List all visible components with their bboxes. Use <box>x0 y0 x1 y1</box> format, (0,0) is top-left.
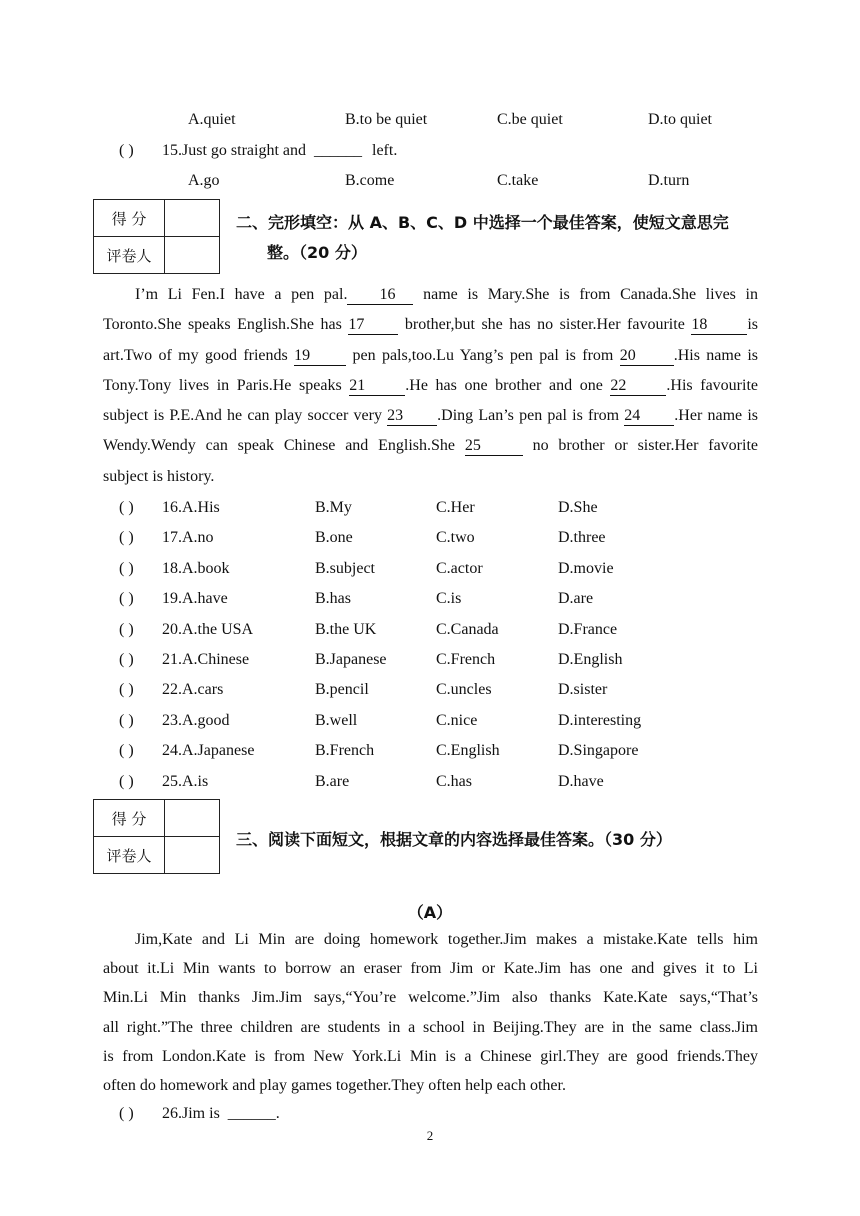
q15-stem-a: 15.Just go straight and <box>162 142 306 159</box>
score-label: 得 分 <box>94 800 165 837</box>
question-option-a: 23.A.good <box>162 711 230 729</box>
q26-stem-text: 26.Jim is <box>162 1105 220 1122</box>
question-option-d: D.English <box>558 651 623 668</box>
blank-21[interactable]: 21 <box>349 377 405 396</box>
q14-option-a: A.quiet <box>188 111 236 128</box>
question-option-c: C.Her <box>436 499 475 516</box>
section2-title-line1: 二、完形填空：从 A、B、C、D 中选择一个最佳答案，使短文意思完 <box>236 213 729 232</box>
question-answer-paren[interactable]: ( ) <box>119 529 134 547</box>
question-option-d: D.interesting <box>558 711 642 729</box>
question-option-c: C.is <box>436 590 462 608</box>
q15-option-a: A.go <box>188 172 220 189</box>
question-answer-paren[interactable]: ( ) <box>119 711 134 729</box>
reading-line: Min.Li Min thanks Jim.Jim says,“You’re welcome.”Jim also thanks Kate.Kate says,“That’s <box>103 989 758 1007</box>
blank-20[interactable]: 20 <box>620 347 674 366</box>
passage-line: Wendy.Wendy can speak Chinese and English.She 25 no brother or sister.Her favorite <box>103 437 758 455</box>
question-option-c: C.English <box>436 742 500 760</box>
passage-line: subject is history. <box>103 467 215 485</box>
question-option-a: 24.A.Japanese <box>162 742 255 760</box>
question-option-b: B.pencil <box>315 681 369 699</box>
passage-line: Tony.Tony lives in Paris.He speaks 21 .He has one brother and one 22 .His favourite <box>103 376 758 394</box>
question-option-a: 19.A.have <box>162 590 228 608</box>
q15-option-b: B.come <box>345 172 395 189</box>
passage-line: subject is P.E.And he can play soccer very 23 .Ding Lan’s pen pal is from 24 .Her name is <box>103 407 758 425</box>
question-option-b: B.Japanese <box>315 651 387 668</box>
question-option-b: B.My <box>315 499 352 516</box>
section3-title: 三、阅读下面短文，根据文章的内容选择最佳答案。（30 分） <box>236 830 672 849</box>
question-option-d: D.France <box>558 620 618 638</box>
blank-19[interactable]: 19 <box>294 347 346 366</box>
question-option-c: C.Canada <box>436 620 499 638</box>
question-option-d: D.Singapore <box>558 742 639 760</box>
question-option-b: B.well <box>315 711 358 729</box>
blank-25[interactable]: 25 <box>465 437 523 456</box>
question-option-b: B.the UK <box>315 620 377 638</box>
question-option-b: B.subject <box>315 559 375 577</box>
cloze-passage <box>103 280 758 492</box>
question-option-b: B.French <box>315 742 375 760</box>
q26-period: . <box>275 1105 280 1122</box>
question-answer-paren[interactable]: ( ) <box>119 499 134 516</box>
question-option-d: D.sister <box>558 681 608 699</box>
reading-line: is from London.Kate is from New York.Li Min is a Chinese girl.They are good friends.They <box>103 1047 758 1065</box>
question-answer-paren[interactable]: ( ) <box>119 742 134 760</box>
question-option-b: B.are <box>315 772 350 790</box>
grader-cell[interactable] <box>165 237 220 274</box>
q15-option-c: C.take <box>497 172 539 189</box>
question-option-a: 21.A.Chinese <box>162 651 250 668</box>
question-answer-paren[interactable]: ( ) <box>119 559 134 577</box>
question-option-b: B.one <box>315 529 353 547</box>
passage-line: Toronto.She speaks English.She has 17 brother,but she has no sister.Her favourite 18 is <box>103 316 758 334</box>
blank-16[interactable]: 16 <box>347 286 413 305</box>
q14-option-b: B.to be quiet <box>345 111 428 128</box>
question-option-c: C.has <box>436 772 472 790</box>
blank-23[interactable]: 23 <box>387 407 437 426</box>
question-option-a: 17.A.no <box>162 529 214 547</box>
q15-stem-b: left. <box>372 142 398 159</box>
reading-line: all right.”The three children are students in a school in Beijing.They are in the same class.Jim <box>103 1018 758 1036</box>
passage-line: I’m Li Fen.I have a pen pal. 16 name is Mary.She is from Canada.She lives in <box>135 286 758 303</box>
question-option-a: 25.A.is <box>162 772 209 790</box>
question-option-d: D.She <box>558 499 598 516</box>
section2-title-line2: 整。（20 分） <box>267 243 367 262</box>
question-option-d: D.movie <box>558 559 614 577</box>
grader-cell[interactable] <box>165 837 220 874</box>
reading-passage-a <box>103 925 758 1100</box>
question-option-a: 22.A.cars <box>162 681 224 699</box>
question-option-d: D.three <box>558 529 606 547</box>
q15-stem <box>162 141 397 161</box>
question-option-c: C.actor <box>436 559 483 577</box>
question-option-a: 18.A.book <box>162 559 230 577</box>
question-option-d: D.have <box>558 772 604 790</box>
grader-label: 评卷人 <box>94 237 165 274</box>
question-option-c: C.uncles <box>436 681 492 699</box>
question-option-a: 20.A.the USA <box>162 620 254 638</box>
blank-18[interactable]: 18 <box>691 316 747 335</box>
score-box-section3 <box>93 799 220 874</box>
grader-label: 评卷人 <box>94 837 165 874</box>
question-option-a: 16.A.His <box>162 499 220 516</box>
question-answer-paren[interactable]: ( ) <box>119 651 134 668</box>
question-option-c: C.nice <box>436 711 478 729</box>
question-answer-paren[interactable]: ( ) <box>119 681 134 699</box>
question-answer-paren[interactable]: ( ) <box>119 620 134 638</box>
q26-stem <box>162 1104 280 1124</box>
reading-line: often do homework and play games together.They often help each other. <box>103 1076 566 1094</box>
question-option-c: C.French <box>436 651 496 668</box>
blank-17[interactable]: 17 <box>348 316 398 335</box>
score-cell[interactable] <box>165 800 220 837</box>
q14-option-d: D.to quiet <box>648 111 712 128</box>
blank-24[interactable]: 24 <box>624 407 674 426</box>
q26-blank: ______ <box>227 1105 276 1122</box>
q15-blank: ______ <box>314 142 362 159</box>
q15-option-d: D.turn <box>648 172 690 189</box>
blank-22[interactable]: 22 <box>610 377 666 396</box>
q15-answer-paren[interactable]: ( ) <box>119 142 134 159</box>
question-answer-paren[interactable]: ( ) <box>119 772 134 790</box>
score-cell[interactable] <box>165 200 220 237</box>
score-box-section2 <box>93 199 220 274</box>
question-option-d: D.are <box>558 590 594 608</box>
question-answer-paren[interactable]: ( ) <box>119 590 134 608</box>
q14-option-c: C.be quiet <box>497 111 563 128</box>
question-option-c: C.two <box>436 529 475 547</box>
question-option-b: B.has <box>315 590 351 608</box>
page-number: 2 <box>426 1128 434 1143</box>
score-label: 得 分 <box>94 200 165 237</box>
q26-answer-paren[interactable]: ( ) <box>119 1105 134 1122</box>
reading-line: about it.Li Min wants to borrow an eraser from Jim or Kate.Jim has one and gives it to Li <box>103 960 758 978</box>
passage-a-title: （A） <box>407 903 453 922</box>
reading-line: Jim,Kate and Li Min are doing homework together.Jim makes a mistake.Kate tells him <box>135 931 758 948</box>
passage-line: art.Two of my good friends 19 pen pals,too.Lu Yang’s pen pal is from 20 .His name is <box>103 346 758 364</box>
